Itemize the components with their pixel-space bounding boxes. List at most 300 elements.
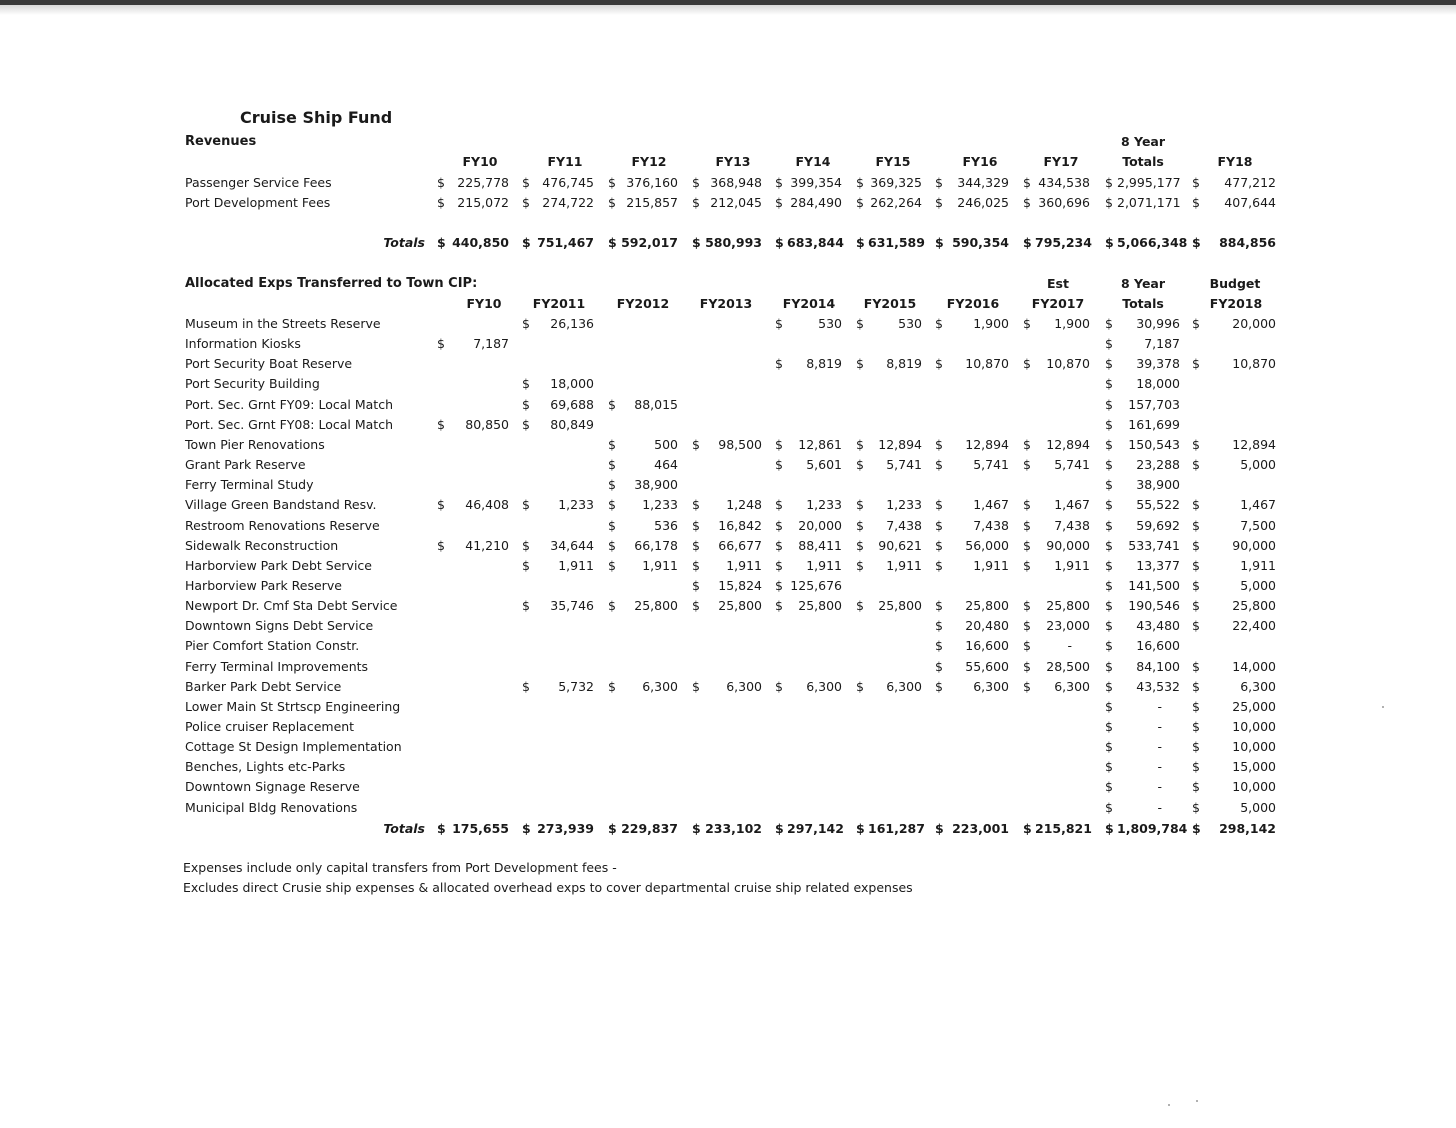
dollar-sign: $	[522, 376, 530, 391]
expense-cell: 190,546	[1128, 598, 1180, 613]
expense-cell: 84,100	[1136, 659, 1180, 674]
revenue-total-cell: 631,589	[868, 235, 925, 250]
expense-col-header: FY2013	[699, 296, 753, 311]
revenue-cell: 407,644	[1224, 195, 1276, 210]
dollar-sign: $	[775, 497, 783, 512]
dollar-sign: $	[608, 497, 616, 512]
expense-cell: 1,467	[1054, 497, 1090, 512]
scan-speck	[1196, 1100, 1198, 1102]
dollar-sign: $	[1105, 598, 1113, 613]
expense-cell: 69,688	[550, 397, 594, 412]
dollar-sign: $	[608, 195, 616, 210]
expense-total-cell: 215,821	[1035, 821, 1092, 836]
expense-cell: 12,894	[965, 437, 1009, 452]
expense-cell: 161,699	[1128, 417, 1180, 432]
dollar-sign: $	[935, 175, 943, 190]
revenue-cell: 215,857	[626, 195, 678, 210]
expense-cell: 1,233	[642, 497, 678, 512]
scan-speck	[1382, 706, 1384, 708]
expense-cell: 125,676	[790, 578, 842, 593]
dollar-sign: $	[1023, 497, 1031, 512]
revenue-cell: 225,778	[457, 175, 509, 190]
dollar-sign: $	[692, 195, 700, 210]
dollar-sign: $	[856, 538, 864, 553]
dollar-sign: $	[935, 235, 944, 250]
expense-cell: 530	[898, 316, 922, 331]
dollar-sign: $	[1105, 779, 1113, 794]
dollar-sign: $	[935, 497, 943, 512]
dollar-sign: $	[1192, 679, 1200, 694]
dollar-sign: $	[856, 679, 864, 694]
dollar-sign: $	[692, 175, 700, 190]
expense-cell: 90,000	[1232, 538, 1276, 553]
expense-cell: 5,000	[1240, 457, 1276, 472]
expense-col-header: FY2015	[863, 296, 917, 311]
revenue-cell: 262,264	[870, 195, 922, 210]
expense-cell: 25,800	[634, 598, 678, 613]
expense-cell: 5,741	[886, 457, 922, 472]
est-header: Est	[1047, 276, 1069, 291]
expense-cell: 7,438	[886, 518, 922, 533]
dollar-sign: $	[1023, 638, 1031, 653]
dollar-sign: $	[692, 821, 701, 836]
expense-cell: 98,500	[718, 437, 762, 452]
revenue-cell: 215,072	[457, 195, 509, 210]
expense-cell: 1,911	[886, 558, 922, 573]
dollar-sign: $	[608, 175, 616, 190]
revenue-col-header: FY14	[795, 154, 831, 169]
revenue-cell: 344,329	[957, 175, 1009, 190]
expense-cell: 500	[654, 437, 678, 452]
expense-cell: 536	[654, 518, 678, 533]
dollar-sign: $	[608, 821, 617, 836]
expense-row-label: Port Security Building	[185, 376, 320, 391]
expenses-heading: Allocated Exps Transferred to Town CIP:	[185, 276, 478, 291]
expense-cell: 20,000	[1232, 316, 1276, 331]
revenue-cell: 212,045	[710, 195, 762, 210]
expense-cell: 90,000	[1046, 538, 1090, 553]
expense-row-label: Downtown Signage Reserve	[185, 779, 360, 794]
expense-cell: 5,741	[973, 457, 1009, 472]
dollar-sign: $	[1192, 759, 1200, 774]
dollar-sign: $	[437, 336, 445, 351]
dollar-sign: $	[692, 538, 700, 553]
revenue-total-cell: 440,850	[452, 235, 509, 250]
expense-cell: 12,894	[1046, 437, 1090, 452]
dollar-sign: $	[1192, 699, 1200, 714]
revenue-cell: 246,025	[957, 195, 1009, 210]
expense-cell: 25,800	[1232, 598, 1276, 613]
dollar-sign: $	[856, 175, 864, 190]
dollar-sign: $	[608, 538, 616, 553]
revenue-cell: 376,160	[626, 175, 678, 190]
dollar-sign: $	[1023, 598, 1031, 613]
expense-cell: 12,894	[1232, 437, 1276, 452]
expense-cell: -	[1157, 739, 1162, 754]
revenue-cell: 284,490	[790, 195, 842, 210]
expense-row-label: Village Green Bandstand Resv.	[185, 497, 377, 512]
dollar-sign: $	[935, 638, 943, 653]
expense-row-label: Harborview Park Reserve	[185, 578, 342, 593]
expense-cell: 530	[818, 316, 842, 331]
dollar-sign: $	[1192, 578, 1200, 593]
dollar-sign: $	[1105, 518, 1113, 533]
expense-cell: 28,500	[1046, 659, 1090, 674]
note-line-1: Expenses include only capital transfers from Port Development fees -	[183, 860, 617, 875]
expense-cell: 7,187	[473, 336, 509, 351]
expense-col-header: FY2014	[782, 296, 836, 311]
expense-cell: 25,800	[1046, 598, 1090, 613]
dollar-sign: $	[1105, 235, 1114, 250]
expense-row-label: Port Security Boat Reserve	[185, 356, 353, 371]
dollar-sign: $	[692, 235, 701, 250]
expense-cell: 35,746	[550, 598, 594, 613]
expense-cell: 1,911	[642, 558, 678, 573]
dollar-sign: $	[1105, 457, 1113, 472]
expense-cell: 80,849	[550, 417, 594, 432]
expense-cell: 16,600	[1136, 638, 1180, 653]
dollar-sign: $	[1023, 356, 1031, 371]
page-title: Cruise Ship Fund	[240, 108, 393, 127]
dollar-sign: $	[775, 356, 783, 371]
dollar-sign: $	[775, 679, 783, 694]
expense-cell: 6,300	[886, 679, 922, 694]
dollar-sign: $	[856, 598, 864, 613]
dollar-sign: $	[1105, 558, 1113, 573]
dollar-sign: $	[935, 821, 944, 836]
dollar-sign: $	[775, 316, 783, 331]
expense-cell: 14,000	[1232, 659, 1276, 674]
dollar-sign: $	[1105, 679, 1113, 694]
dollar-sign: $	[935, 598, 943, 613]
dollar-sign: $	[935, 518, 943, 533]
expense-cell: 533,741	[1128, 538, 1180, 553]
dollar-sign: $	[856, 518, 864, 533]
expense-row-label: Grant Park Reserve	[185, 457, 306, 472]
expense-cell: 6,300	[1240, 679, 1276, 694]
dollar-sign: $	[935, 195, 943, 210]
expense-cell: 15,824	[718, 578, 762, 593]
dollar-sign: $	[935, 659, 943, 674]
expense-cell: 150,543	[1128, 437, 1180, 452]
expense-cell: 157,703	[1128, 397, 1180, 412]
dollar-sign: $	[692, 437, 700, 452]
dollar-sign: $	[935, 437, 943, 452]
expense-cell: 56,000	[965, 538, 1009, 553]
expense-row-label: Port. Sec. Grnt FY09: Local Match	[185, 397, 394, 412]
dollar-sign: $	[775, 195, 783, 210]
expense-cell: -	[1157, 699, 1162, 714]
dollar-sign: $	[1023, 518, 1031, 533]
revenue-cell: 399,354	[790, 175, 842, 190]
expense-cell: 23,000	[1046, 618, 1090, 633]
dollar-sign: $	[692, 558, 700, 573]
expense-row-label: Town Pier Renovations	[185, 437, 325, 452]
dollar-sign: $	[522, 417, 530, 432]
dollar-sign: $	[935, 679, 943, 694]
expense-cell: 5,000	[1240, 800, 1276, 815]
expense-cell: 16,842	[718, 518, 762, 533]
expense-cell: 25,800	[878, 598, 922, 613]
revenue-total-cell: 580,993	[705, 235, 762, 250]
dollar-sign: $	[1105, 618, 1113, 633]
dollar-sign: $	[1105, 659, 1113, 674]
expense-cell: -	[1157, 719, 1162, 734]
expense-total-cell: 161,287	[868, 821, 925, 836]
dollar-sign: $	[1192, 497, 1200, 512]
dollar-sign: $	[1023, 316, 1031, 331]
expense-cell: 46,408	[465, 497, 509, 512]
dollar-sign: $	[775, 518, 783, 533]
expense-row-label: Pier Comfort Station Constr.	[185, 638, 360, 653]
expense-cell: 464	[654, 457, 678, 472]
expense-cell: 1,467	[973, 497, 1009, 512]
revenue-cell: 476,745	[542, 175, 594, 190]
dollar-sign: $	[1023, 821, 1032, 836]
expense-cell: 25,800	[798, 598, 842, 613]
dollar-sign: $	[1192, 175, 1200, 190]
revenue-col-header: FY10	[462, 154, 498, 169]
expense-row-label: Port. Sec. Grnt FY08: Local Match	[185, 417, 394, 432]
expense-cell: 1,911	[973, 558, 1009, 573]
expense-cell: 18,000	[550, 376, 594, 391]
dollar-sign: $	[935, 538, 943, 553]
expense-row-label: Ferry Terminal Study	[185, 477, 314, 492]
dollar-sign: $	[1105, 195, 1113, 210]
dollar-sign: $	[522, 538, 530, 553]
expense-cell: 7,438	[1054, 518, 1090, 533]
dollar-sign: $	[1192, 821, 1201, 836]
dollar-sign: $	[1023, 538, 1031, 553]
expense-total-cell: 223,001	[952, 821, 1009, 836]
dollar-sign: $	[1192, 195, 1200, 210]
dollar-sign: $	[522, 316, 530, 331]
expense-cell: 8,819	[806, 356, 842, 371]
expense-total-cell: 175,655	[452, 821, 509, 836]
dollar-sign: $	[1105, 759, 1113, 774]
dollar-sign: $	[1105, 578, 1113, 593]
expense-cell: 88,015	[634, 397, 678, 412]
revenue-cell: 274,722	[542, 195, 594, 210]
dollar-sign: $	[1192, 538, 1200, 553]
expense-cell: 90,621	[878, 538, 922, 553]
revenue-col-header: FY13	[715, 154, 751, 169]
dollar-sign: $	[1023, 679, 1031, 694]
expense-cell: 43,480	[1136, 618, 1180, 633]
dollar-sign: $	[522, 558, 530, 573]
expense-col-header: FY2018	[1209, 296, 1263, 311]
expense-cell: 55,600	[965, 659, 1009, 674]
dollar-sign: $	[856, 457, 864, 472]
expense-row-label: Museum in the Streets Reserve	[185, 316, 381, 331]
expense-cell: 13,377	[1136, 558, 1180, 573]
revenue-cell: 2,995,177	[1117, 175, 1181, 190]
revenue-cell: 360,696	[1038, 195, 1090, 210]
dollar-sign: $	[608, 477, 616, 492]
expense-col-header: FY2011	[532, 296, 586, 311]
dollar-sign: $	[775, 578, 783, 593]
dollar-sign: $	[522, 679, 530, 694]
dollar-sign: $	[437, 175, 445, 190]
dollar-sign: $	[1192, 235, 1201, 250]
dollar-sign: $	[935, 618, 943, 633]
expense-cell: 25,800	[965, 598, 1009, 613]
dollar-sign: $	[608, 558, 616, 573]
eight-year-header-2: 8 Year	[1120, 276, 1166, 291]
revenue-col-header: FY16	[962, 154, 998, 169]
expense-row-label: Newport Dr. Cmf Sta Debt Service	[185, 598, 398, 613]
dollar-sign: $	[1105, 175, 1113, 190]
dollar-sign: $	[1023, 175, 1031, 190]
expense-row-label: Restroom Renovations Reserve	[185, 518, 380, 533]
revenue-col-header: FY11	[547, 154, 583, 169]
dollar-sign: $	[856, 235, 865, 250]
dollar-sign: $	[1192, 779, 1200, 794]
expense-cell: 38,900	[1136, 477, 1180, 492]
expense-row-label: Barker Park Debt Service	[185, 679, 342, 694]
expense-cell: 7,438	[973, 518, 1009, 533]
dollar-sign: $	[522, 195, 530, 210]
expense-row-label: Ferry Terminal Improvements	[185, 659, 369, 674]
dollar-sign: $	[692, 497, 700, 512]
dollar-sign: $	[608, 598, 616, 613]
revenue-total-cell: 795,234	[1035, 235, 1092, 250]
dollar-sign: $	[1192, 739, 1200, 754]
dollar-sign: $	[935, 356, 943, 371]
expense-row-label: Cottage St Design Implementation	[185, 739, 402, 754]
dollar-sign: $	[856, 316, 864, 331]
expense-cell: 1,911	[1240, 558, 1276, 573]
dollar-sign: $	[437, 538, 445, 553]
expense-row-label: Harborview Park Debt Service	[185, 558, 372, 573]
dollar-sign: $	[692, 578, 700, 593]
expense-cell: 7,500	[1240, 518, 1276, 533]
budget-header: Budget	[1209, 276, 1261, 291]
revenue-row-label: Passenger Service Fees	[185, 175, 332, 190]
expense-cell: 1,911	[806, 558, 842, 573]
note-line-2: Excludes direct Crusie ship expenses & allocated overhead exps to cover departmental cruise ship related expenses	[183, 880, 913, 895]
dollar-sign: $	[1192, 558, 1200, 573]
expense-cell: 66,677	[718, 538, 762, 553]
expense-col-header: FY2016	[946, 296, 1000, 311]
revenue-cell: 477,212	[1224, 175, 1276, 190]
dollar-sign: $	[856, 821, 865, 836]
expense-cell: 20,000	[798, 518, 842, 533]
expense-cell: 1,248	[726, 497, 762, 512]
dollar-sign: $	[1105, 739, 1113, 754]
dollar-sign: $	[522, 235, 531, 250]
dollar-sign: $	[1105, 336, 1113, 351]
dollar-sign: $	[1105, 821, 1114, 836]
expense-cell: 16,600	[965, 638, 1009, 653]
dollar-sign: $	[775, 558, 783, 573]
expense-cell: 30,996	[1136, 316, 1180, 331]
dollar-sign: $	[1105, 376, 1113, 391]
dollar-sign: $	[1192, 618, 1200, 633]
dollar-sign: $	[1023, 659, 1031, 674]
expense-cell: 43,532	[1136, 679, 1180, 694]
dollar-sign: $	[1023, 618, 1031, 633]
revenue-totals-label: Totals	[383, 235, 425, 250]
expense-cell: 6,300	[806, 679, 842, 694]
dollar-sign: $	[935, 316, 943, 331]
dollar-sign: $	[608, 235, 617, 250]
dollar-sign: $	[1192, 518, 1200, 533]
dollar-sign: $	[437, 235, 446, 250]
dollar-sign: $	[775, 457, 783, 472]
dollar-sign: $	[1105, 497, 1113, 512]
dollar-sign: $	[522, 397, 530, 412]
expense-cell: 12,894	[878, 437, 922, 452]
revenue-col-header: FY12	[631, 154, 667, 169]
expense-cell: 6,300	[1054, 679, 1090, 694]
dollar-sign: $	[608, 518, 616, 533]
expense-cell: 10,000	[1232, 719, 1276, 734]
dollar-sign: $	[608, 397, 616, 412]
dollar-sign: $	[1023, 558, 1031, 573]
expense-total-cell: 297,142	[787, 821, 844, 836]
dollar-sign: $	[935, 558, 943, 573]
dollar-sign: $	[437, 821, 446, 836]
dollar-sign: $	[935, 457, 943, 472]
dollar-sign: $	[1105, 437, 1113, 452]
dollar-sign: $	[1192, 659, 1200, 674]
dollar-sign: $	[1192, 316, 1200, 331]
expense-col-header: Totals	[1122, 296, 1164, 311]
expense-row-label: Benches, Lights etc-Parks	[185, 759, 346, 774]
revenue-total-cell: 590,354	[952, 235, 1009, 250]
expense-total-cell: 298,142	[1219, 821, 1276, 836]
expense-total-cell: 273,939	[537, 821, 594, 836]
dollar-sign: $	[856, 558, 864, 573]
expense-cell: 6,300	[973, 679, 1009, 694]
expense-cell: 10,000	[1232, 779, 1276, 794]
expense-row-label: Lower Main St Strtscp Engineering	[185, 699, 401, 714]
expense-cell: 5,000	[1240, 578, 1276, 593]
dollar-sign: $	[856, 195, 864, 210]
expense-cell: 5,732	[558, 679, 594, 694]
expense-cell: 12,861	[798, 437, 842, 452]
dollar-sign: $	[1192, 437, 1200, 452]
revenue-total-cell: 884,856	[1219, 235, 1276, 250]
expense-total-cell: 1,809,784	[1117, 821, 1188, 836]
dollar-sign: $	[1105, 397, 1113, 412]
expense-cell: 1,911	[1054, 558, 1090, 573]
dollar-sign: $	[1105, 538, 1113, 553]
dollar-sign: $	[1192, 800, 1200, 815]
expense-cell: 34,644	[550, 538, 594, 553]
expense-cell: 1,911	[558, 558, 594, 573]
dollar-sign: $	[856, 437, 864, 452]
expense-cell: 41,210	[465, 538, 509, 553]
expense-row-label: Police cruiser Replacement	[185, 719, 355, 734]
expense-cell: -	[1067, 638, 1072, 653]
expense-col-header: FY10	[466, 296, 502, 311]
expense-cell: 10,870	[965, 356, 1009, 371]
expense-cell: 23,288	[1136, 457, 1180, 472]
revenue-col-header: FY17	[1043, 154, 1079, 169]
revenue-cell: 434,538	[1038, 175, 1090, 190]
revenues-heading: Revenues	[185, 134, 257, 149]
expense-cell: 5,741	[1054, 457, 1090, 472]
dollar-sign: $	[1105, 800, 1113, 815]
revenue-total-cell: 5,066,348	[1117, 235, 1188, 250]
expense-cell: 88,411	[798, 538, 842, 553]
expense-cell: 5,601	[806, 457, 842, 472]
dollar-sign: $	[775, 175, 783, 190]
dollar-sign: $	[1023, 457, 1031, 472]
revenue-row-label: Port Development Fees	[185, 195, 331, 210]
